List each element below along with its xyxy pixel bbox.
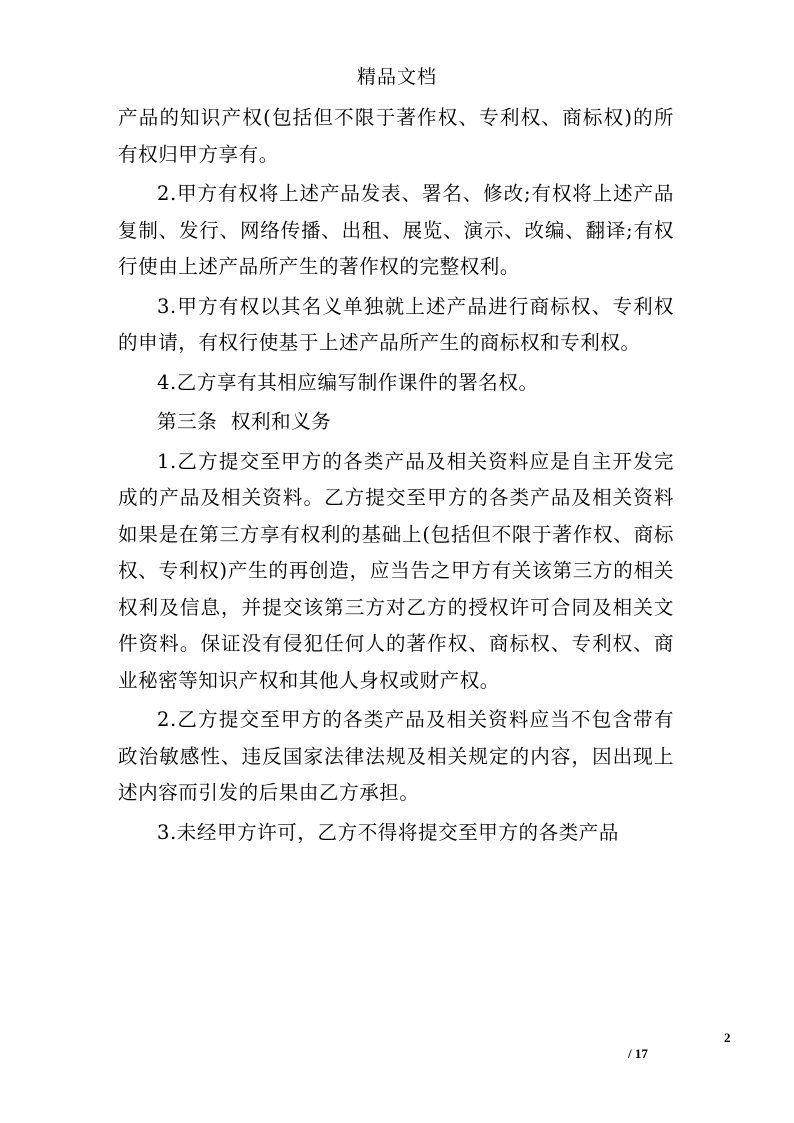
page-number: 2 xyxy=(724,1030,731,1045)
paragraph-article-3-item-2: 2.乙方提交至甲方的各类产品及相关资料应当不包含带有政治敏感性、违反国家法律法规及相关规定的内容，因出现上述内容而引发的后果由乙方承担。 xyxy=(118,708,674,804)
paragraph-clause-4: 4.乙方享有其相应编写制作课件的署名权。 xyxy=(157,370,539,394)
page-total: / 17 xyxy=(628,1046,648,1061)
paragraph-ownership: 产品的知识产权(包括但不限于著作权、专利权、商标权)的所有权归甲方享有。 xyxy=(118,106,674,166)
paragraph-article-3-item-1: 1.乙方提交至甲方的各类产品及相关资料应是自主开发完成的产品及相关资料。乙方提交至甲方的各类产品及相关资料如果是在第三方享有权利的基础上(包括但不限于著作权、商标权、专利权)产生的再创造，应当告之甲方有关该第三方的相关权利及信息，并提交该第三方对乙方的授权许可合同及相关文件资料。保证没有侵犯任何人的著作权、商标权、专利权、商业秘密等知识产权和其他人身权或财产权。 xyxy=(118,449,674,692)
document-body xyxy=(118,100,674,854)
paragraph-article-3-item-3: 3.未经甲方许可，乙方不得将提交至甲方的各类产品 xyxy=(157,820,620,844)
paragraph-clause-2: 2.甲方有权将上述产品发表、署名、修改;有权将上述产品复制、发行、网络传播、出租、展览、演示、改编、翻译;有权行使由上述产品所产生的著作权的完整权利。 xyxy=(118,182,674,278)
section-heading-article-3: 第三条 权利和义务 xyxy=(157,410,332,433)
paragraph-clause-3: 3.甲方有权以其名义单独就上述产品进行商标权、专利权的申请，有权行使基于上述产品所产生的商标权和专利权。 xyxy=(118,294,674,354)
document-header-title: 精品文档 xyxy=(356,66,437,88)
